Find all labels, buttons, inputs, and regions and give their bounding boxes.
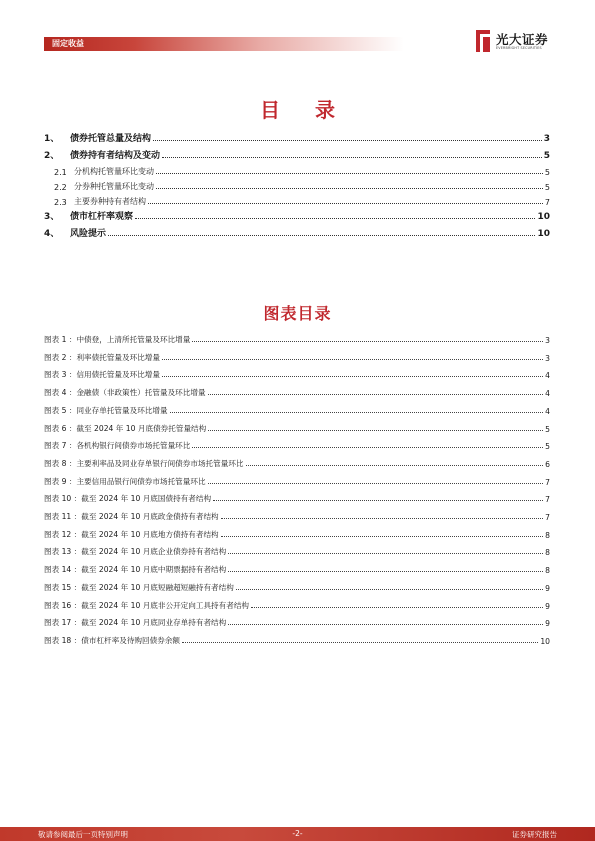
figure-entry[interactable]	[44, 598, 550, 611]
figure-entry-label: 图表 7 ：	[44, 441, 77, 451]
footer-report-type: 证券研究报告	[512, 830, 557, 839]
figure-entry-page: 6	[545, 459, 550, 469]
logo-text-en: EVERBRIGHT SECURITIES	[496, 46, 542, 50]
dot-leader	[170, 411, 544, 413]
toc-subentry[interactable]	[44, 163, 550, 177]
dot-leader	[221, 517, 544, 519]
toc-entry[interactable]	[44, 130, 550, 144]
figure-entry-text: 主要利率品及同业存单银行间债券市场托管量环比	[76, 458, 244, 468]
figure-entry-page: 9	[545, 583, 550, 593]
figure-entry-page: 7	[545, 477, 550, 487]
figure-entry-page: 4	[545, 371, 550, 381]
figure-entry[interactable]	[44, 509, 550, 522]
dot-leader	[182, 641, 538, 643]
dot-leader	[228, 623, 543, 625]
figure-entry-page: 10	[540, 636, 550, 646]
figure-entry-label: 图表 5 ：	[44, 405, 77, 415]
figure-entry-page: 4	[545, 389, 550, 399]
toc-entry-text: 债券托管总量及结构	[70, 134, 152, 144]
dot-leader	[213, 499, 543, 501]
figure-entry-page: 8	[545, 548, 550, 558]
figure-entry[interactable]	[44, 350, 550, 363]
figure-entry-label: 图表 9 ：	[44, 476, 77, 486]
dot-leader	[192, 340, 543, 342]
figure-entry-text: 各机构银行间债券市场托管量环比	[76, 441, 191, 451]
figure-entry-label: 图表 4 ：	[44, 388, 77, 398]
figure-entry-text: 截至 2024 年 10 月底企业债券持有者结构	[81, 547, 227, 557]
dot-leader	[108, 234, 535, 236]
dot-leader	[192, 446, 543, 448]
figure-entry-page: 7	[545, 513, 550, 522]
figure-entry-text: 中债登，上清所托管量及环比增量	[76, 335, 191, 344]
dot-leader	[162, 375, 543, 377]
figure-entry-page: 5	[545, 442, 550, 452]
footer-disclaimer: 敬请参阅最后一页特别声明	[38, 830, 128, 839]
figure-entry-text: 同业存单托管量及环比增量	[76, 405, 168, 415]
dot-leader	[135, 217, 535, 219]
section-label: 固定收益	[52, 39, 84, 48]
dot-leader	[246, 464, 544, 466]
figure-entry[interactable]	[44, 367, 550, 380]
figure-entry-text: 截至 2024 年 10 月底非公开定向工具持有者结构	[81, 600, 250, 610]
figure-entry-page: 4	[545, 406, 550, 416]
toc-entry-text: 风险提示	[70, 229, 107, 239]
figure-entry-label: 图表 2 ：	[44, 352, 77, 362]
toc-entry-number: 2.3	[54, 198, 67, 207]
figure-entry-page: 9	[545, 619, 550, 629]
figure-entry-page: 7	[545, 495, 550, 505]
dot-leader	[148, 202, 543, 204]
figure-entry-text: 主要信用品银行间债券市场托管量环比	[76, 476, 206, 486]
figure-entry-page: 9	[545, 601, 550, 611]
figure-entry-page: 8	[545, 530, 550, 540]
toc-entry-page: 7	[544, 198, 550, 207]
toc-entry-text: 债市杠杆率观察	[70, 212, 134, 222]
header-section-bar	[44, 37, 404, 51]
figure-entry-text: 截至 2024 年 10 月底政金债持有者结构	[81, 512, 219, 521]
figure-entry-page: 8	[545, 566, 550, 576]
toc-entry[interactable]	[44, 225, 550, 239]
page-footer	[0, 827, 595, 841]
logo-text-cn: 光大证券	[496, 32, 549, 47]
figure-entry[interactable]	[44, 456, 550, 469]
figure-entry-label: 图表 10 ：	[44, 494, 82, 504]
figure-entry-text: 债市杠杆率及待购回债券余额	[81, 635, 180, 645]
dot-leader	[228, 570, 543, 572]
dot-leader	[208, 429, 543, 431]
figure-entry-text: 截至 2024 年 10 月底地方债持有者结构	[81, 529, 219, 539]
figure-entry-label: 图表 16 ：	[44, 600, 82, 610]
toc-entry-page: 10	[537, 229, 550, 239]
figure-entry-text: 利率债托管量及环比增量	[76, 352, 160, 362]
figure-entry-label: 图表 15 ：	[44, 582, 82, 592]
toc-entry-page: 5	[544, 168, 550, 177]
figure-entry[interactable]	[44, 527, 550, 540]
figure-entry[interactable]	[44, 474, 550, 487]
toc-entry-number: 3、	[44, 212, 60, 222]
figure-entry-text: 截至 2024 年 10 月底同业存单持有者结构	[81, 618, 227, 628]
figure-entry-label: 图表 3 ：	[44, 370, 77, 380]
dot-leader	[162, 358, 543, 360]
dot-leader	[251, 606, 543, 608]
figure-entry-page: 3	[545, 353, 550, 363]
figure-entry-text: 截至 2024 年 10 月底国债持有者结构	[81, 494, 212, 504]
toc-subentry[interactable]	[44, 178, 550, 192]
toc-entry-text: 债券持有者结构及变动	[70, 151, 161, 161]
dot-leader	[156, 172, 543, 174]
figure-entry[interactable]	[44, 332, 550, 345]
toc-entry-page: 5	[544, 183, 550, 192]
dot-leader	[208, 482, 544, 484]
everbright-logo-icon	[474, 30, 492, 52]
figure-entry-label: 图表 12 ：	[44, 529, 82, 539]
toc-entry[interactable]	[44, 147, 550, 161]
figure-entry-label: 图表 1 ：	[44, 335, 77, 344]
company-logo	[474, 28, 554, 54]
toc-entry-text: 分券种托管量环比变动	[74, 182, 154, 191]
toc-entry-text: 主要券种持有者结构	[74, 197, 146, 206]
dot-leader	[208, 393, 544, 395]
figure-entry-label: 图表 14 ：	[44, 565, 82, 575]
figure-entry-label: 图表 6 ：	[44, 423, 77, 433]
figure-entry-label: 图表 13 ：	[44, 547, 82, 557]
toc-entry[interactable]	[44, 208, 550, 222]
page-number: -2-	[292, 829, 303, 838]
toc-entry-number: 2、	[44, 151, 60, 161]
dot-leader	[162, 156, 542, 158]
toc-entry-page: 10	[537, 212, 550, 222]
figure-entry-label: 图表 8 ：	[44, 458, 77, 468]
figure-entry-page: 5	[545, 424, 550, 434]
figure-entry-text: 截至 2024 年 10 月底中期票据持有者结构	[81, 565, 227, 575]
figure-entry[interactable]	[44, 544, 550, 557]
toc-entry-text: 分机构托管量环比变动	[74, 167, 154, 176]
figure-entry-text: 截至 2024 年 10 月底短融超短融持有者结构	[81, 582, 234, 592]
figure-entry[interactable]	[44, 633, 550, 646]
toc-title: 目 录	[260, 98, 349, 122]
figure-entry[interactable]	[44, 491, 550, 504]
toc-entry-number: 2.2	[54, 183, 67, 192]
toc-entry-page: 3	[543, 134, 550, 144]
figures-toc-title: 图表目录	[263, 304, 332, 323]
figure-entry[interactable]	[44, 403, 550, 416]
figure-entry-label: 图表 18 ：	[44, 635, 82, 645]
figure-entry-text: 信用债托管量及环比增量	[76, 370, 160, 380]
toc-entry-number: 2.1	[54, 168, 67, 177]
figure-entry[interactable]	[44, 421, 550, 434]
figure-entry[interactable]	[44, 580, 550, 593]
figure-entry-text: 截至 2024 年 10 月底债券托管量结构	[76, 423, 207, 433]
dot-leader	[236, 588, 543, 590]
figure-entry[interactable]	[44, 615, 550, 628]
toc-entry-page: 5	[543, 151, 550, 161]
figure-entry-label: 图表 17 ：	[44, 618, 82, 628]
figure-entry-page: 3	[545, 336, 550, 345]
toc-entry-number: 1、	[44, 134, 60, 144]
figure-entry[interactable]	[44, 385, 550, 398]
figure-entry-label: 图表 11 ：	[44, 512, 82, 521]
dot-leader	[153, 139, 542, 141]
toc-subentry[interactable]	[44, 193, 550, 207]
figure-entry[interactable]	[44, 438, 550, 451]
dot-leader	[228, 552, 543, 554]
figure-entry[interactable]	[44, 562, 550, 575]
dot-leader	[221, 535, 544, 537]
toc-entry-number: 4、	[44, 229, 60, 239]
figure-entry-text: 金融债（非政策性）托管量及环比增量	[76, 388, 206, 398]
dot-leader	[156, 187, 543, 189]
